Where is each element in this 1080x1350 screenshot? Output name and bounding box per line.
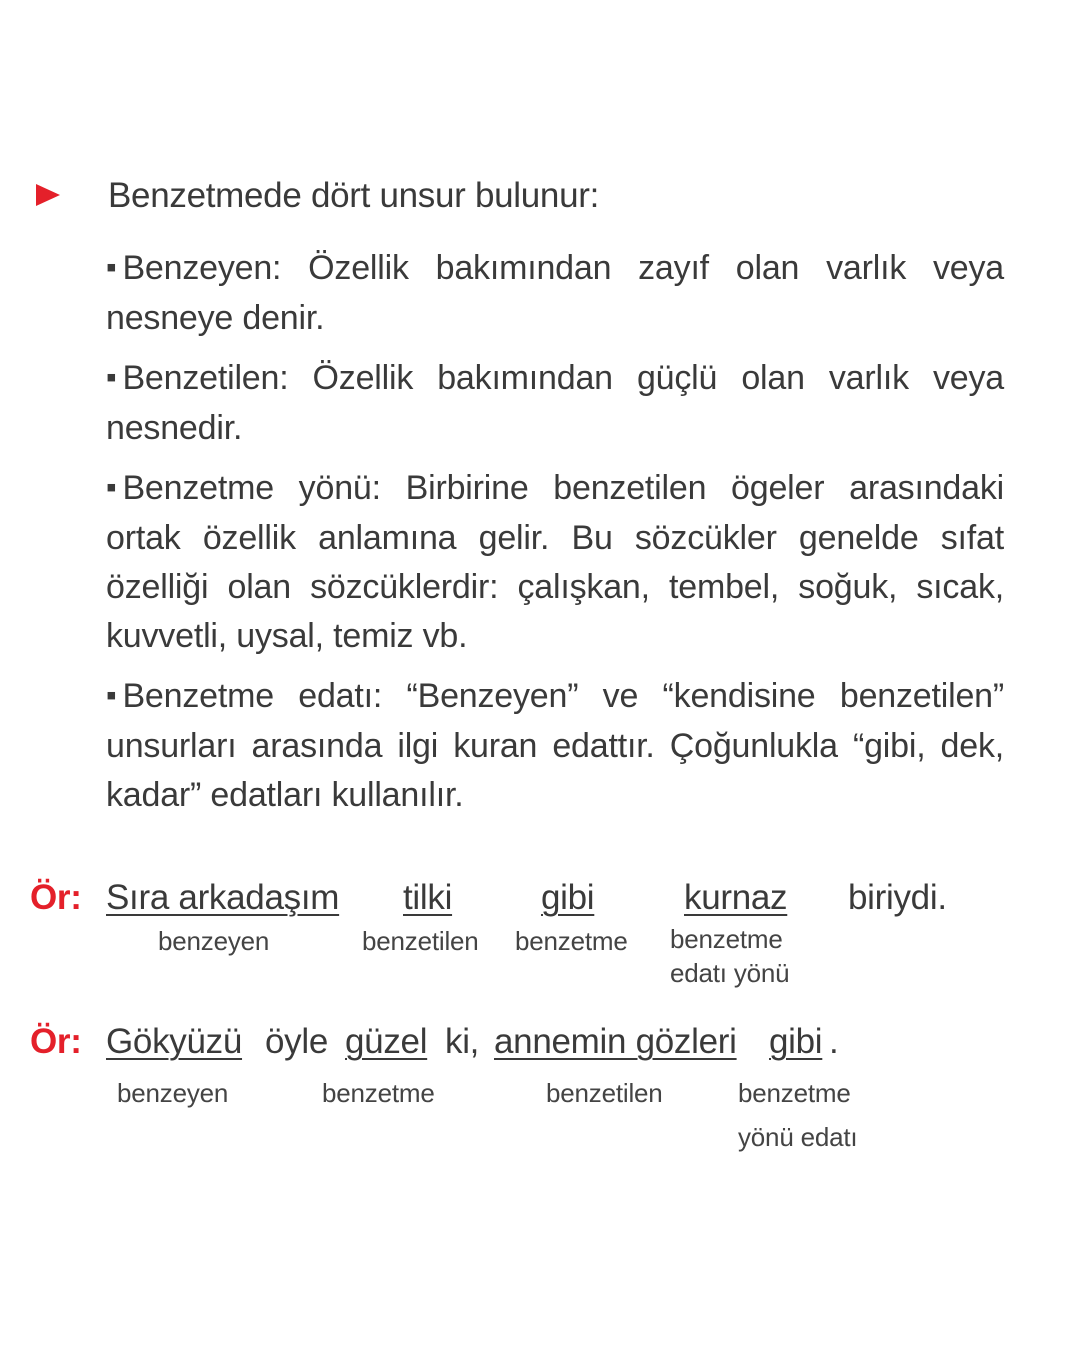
example-word-benzetilen: tilki	[403, 878, 453, 917]
example-note-benzetilen: benzetilen	[362, 926, 479, 956]
example-note-benzetme-2: benzetme	[738, 1078, 851, 1108]
definition-text: Benzetilen: Özellik bakımından güçlü olan varlık veya nesnedir.	[106, 359, 1004, 447]
example-word-ki: ki,	[445, 1022, 480, 1061]
example-word-benzetilen: annemin gözleri	[494, 1022, 737, 1061]
definition-list	[106, 244, 1004, 831]
example-note-benzetme-2: benzetme	[670, 924, 783, 954]
example-word-benzeyen: Sıra arkadaşım	[106, 878, 340, 917]
example-word-benzeyen: Gökyüzü	[106, 1022, 243, 1061]
definition-benzetme-edati	[106, 672, 1004, 820]
bullet-icon: ▪	[106, 471, 117, 504]
example-word-yon: güzel	[345, 1022, 428, 1061]
bullet-icon: ▪	[106, 251, 117, 284]
definition-benzeyen	[106, 244, 1004, 343]
heading-text: Benzetmede dört unsur bulunur:	[108, 176, 600, 215]
bullet-icon: ▪	[106, 361, 117, 394]
example-label: Ör:	[30, 878, 82, 917]
example-label: Ör:	[30, 1022, 82, 1061]
example-word-period: .	[829, 1022, 839, 1061]
example-note-benzeyen: benzeyen	[158, 926, 270, 956]
example-word-yon: kurnaz	[684, 878, 788, 917]
example-note-benzetme: benzetme	[322, 1078, 435, 1108]
definition-text: Benzetme edatı: “Benzeyen” ve “kendisine benzetilen” unsurları arasında ilgi kuran edattır. Çoğunlukla “gibi, dek, kadar” edatları kullanılır.	[106, 677, 1004, 814]
example-word-oyle: öyle	[265, 1022, 329, 1061]
example-note-benzetme: benzetme	[515, 926, 628, 956]
example-note-benzeyen: benzeyen	[117, 1078, 229, 1108]
bullet-icon: ▪	[106, 679, 117, 712]
example-word-edat: gibi	[769, 1022, 823, 1061]
definition-benzetilen	[106, 354, 1004, 453]
definition-benzetme-yonu	[106, 464, 1004, 661]
example-note-yonu-edati: yönü edatı	[738, 1122, 858, 1152]
example-note-benzetilen: benzetilen	[546, 1078, 663, 1108]
section-heading	[32, 170, 1032, 220]
example-note-edati-yonu: edatı yönü	[670, 958, 790, 988]
definition-text: Benzetme yönü: Birbirine benzetilen ögeler arasındaki ortak özellik anlamına gelir. Bu sözcükler genelde sıfat özelliği olan sözcüklerdir: çalışkan, tembel, soğuk, sıcak, kuvvetli, uysal, temiz vb.	[106, 469, 1004, 655]
red-arrow-icon	[36, 184, 60, 206]
example-word-edat: gibi	[541, 878, 595, 917]
definition-text: Benzeyen: Özellik bakımından zayıf olan varlık veya nesneye denir.	[106, 249, 1004, 337]
example-word-rest: biriydi.	[848, 878, 947, 917]
